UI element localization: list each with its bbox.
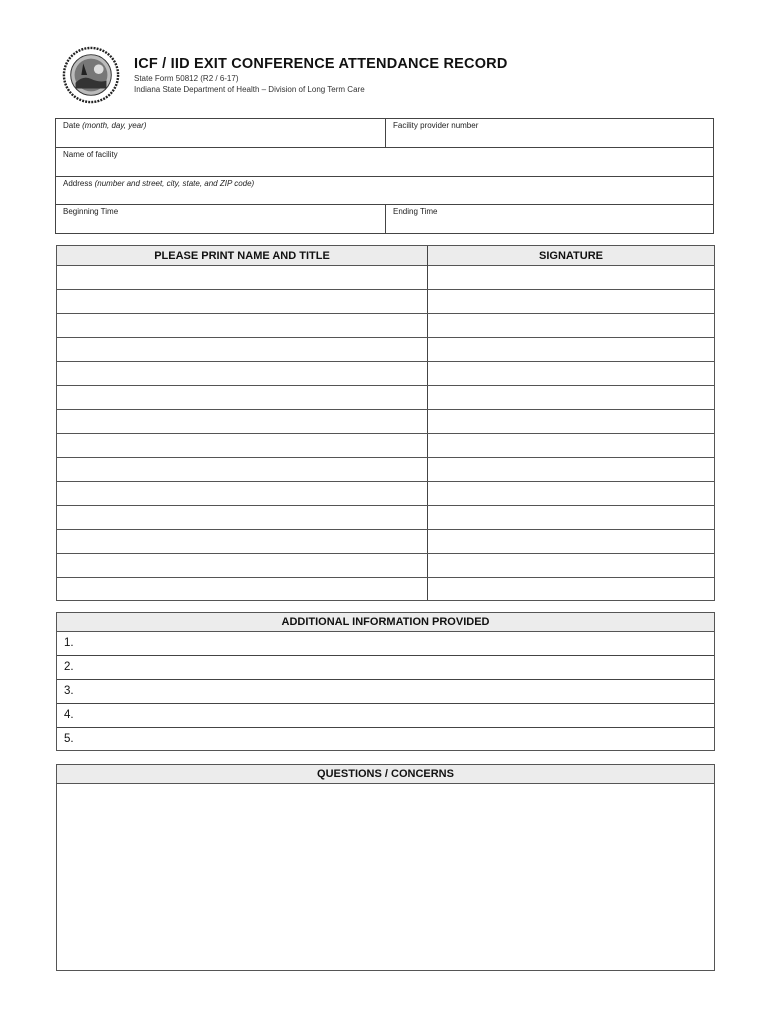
signature-column-header: SIGNATURE — [427, 246, 714, 266]
row-divider — [57, 703, 714, 704]
additional-item-number: 4. — [64, 709, 74, 721]
attendance-table — [56, 245, 715, 601]
address-field[interactable] — [56, 177, 713, 204]
signature-cell[interactable] — [428, 338, 714, 362]
date-hint: (month, day, year) — [82, 121, 147, 130]
ending-time-label: Ending Time — [393, 207, 438, 216]
state-seal-logo — [62, 46, 120, 104]
name-title-cell[interactable] — [57, 314, 427, 338]
name-title-cell[interactable] — [57, 362, 427, 386]
signature-cell[interactable] — [428, 530, 714, 554]
name-title-cell[interactable] — [57, 410, 427, 434]
date-label: Date — [63, 121, 80, 130]
name-title-cell[interactable] — [57, 338, 427, 362]
signature-cell[interactable] — [428, 578, 714, 602]
provider-number-label: Facility provider number — [393, 121, 479, 130]
name-title-cell[interactable] — [57, 458, 427, 482]
signature-cell[interactable] — [428, 506, 714, 530]
ending-time-field[interactable] — [386, 205, 713, 233]
name-title-column-header: PLEASE PRINT NAME AND TITLE — [57, 246, 427, 266]
additional-info-section — [56, 612, 715, 751]
row-divider — [57, 727, 714, 728]
name-title-cell[interactable] — [57, 554, 427, 578]
beginning-time-label: Beginning Time — [63, 207, 119, 216]
beginning-time-field[interactable] — [56, 205, 385, 233]
signature-cell[interactable] — [428, 554, 714, 578]
signature-cell[interactable] — [428, 290, 714, 314]
signature-cell[interactable] — [428, 362, 714, 386]
form-number: State Form 50812 (R2 / 6-17) — [134, 74, 239, 83]
name-title-cell[interactable] — [57, 482, 427, 506]
row-divider — [57, 679, 714, 680]
date-field[interactable] — [56, 119, 385, 147]
name-title-cell[interactable] — [57, 266, 427, 290]
additional-item-number: 2. — [64, 661, 74, 673]
signature-cell[interactable] — [428, 482, 714, 506]
questions-concerns-heading: QUESTIONS / CONCERNS — [57, 765, 714, 784]
name-title-cell[interactable] — [57, 290, 427, 314]
address-hint: (number and street, city, state, and ZIP code) — [94, 179, 255, 188]
signature-cell[interactable] — [428, 434, 714, 458]
signature-cell[interactable] — [428, 410, 714, 434]
additional-item-number: 5. — [64, 733, 74, 745]
signature-cell[interactable] — [428, 314, 714, 338]
provider-number-field[interactable] — [386, 119, 713, 147]
additional-info-heading: ADDITIONAL INFORMATION PROVIDED — [57, 613, 714, 632]
questions-concerns-section[interactable] — [56, 764, 715, 971]
facility-name-field[interactable] — [56, 148, 713, 176]
facility-name-label: Name of facility — [63, 150, 118, 159]
form-title: ICF / IID EXIT CONFERENCE ATTENDANCE RECORD — [134, 56, 508, 72]
name-title-cell[interactable] — [57, 506, 427, 530]
name-title-cell[interactable] — [57, 530, 427, 554]
facility-info-section — [55, 118, 714, 234]
address-label: Address — [63, 179, 93, 188]
signature-cell[interactable] — [428, 458, 714, 482]
signature-cell[interactable] — [428, 266, 714, 290]
agency-name: Indiana State Department of Health – Division of Long Term Care — [134, 85, 365, 94]
signature-cell[interactable] — [428, 386, 714, 410]
additional-item-number: 1. — [64, 637, 74, 649]
row-divider — [57, 655, 714, 656]
name-title-cell[interactable] — [57, 578, 427, 602]
additional-item-number: 3. — [64, 685, 74, 697]
name-title-cell[interactable] — [57, 386, 427, 410]
name-title-cell[interactable] — [57, 434, 427, 458]
